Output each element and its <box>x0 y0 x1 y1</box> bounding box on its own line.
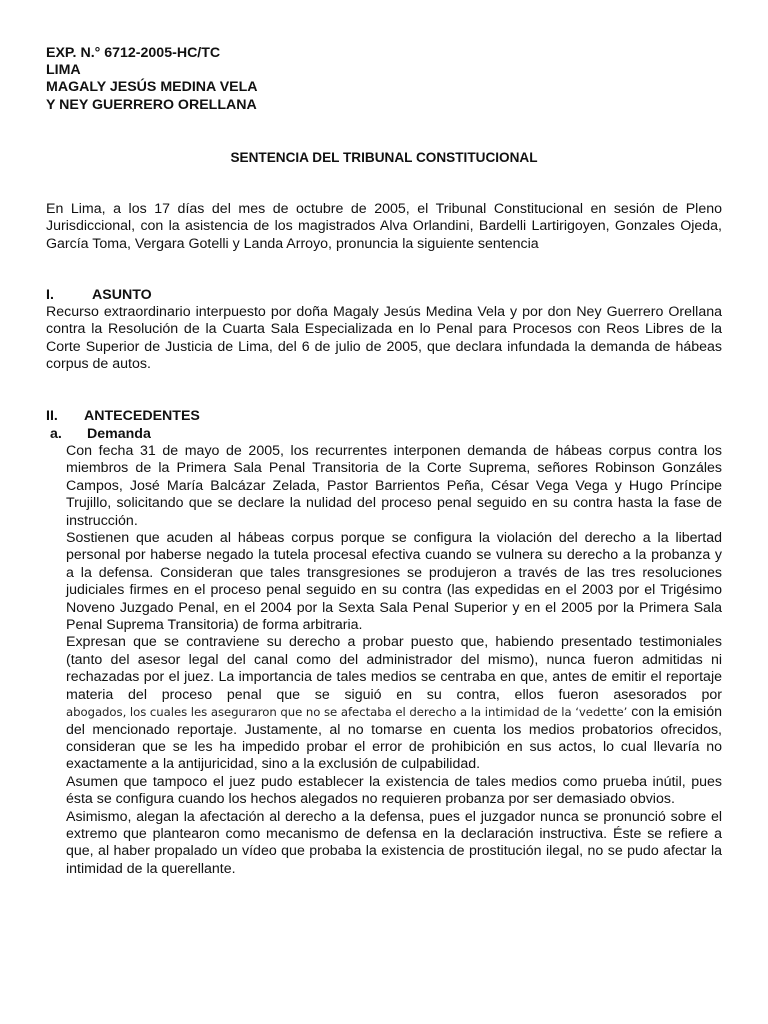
paragraph-3-alternate-font-line: abogados, los cuales les aseguraron que no se afectaba el derecho a la intimidad de la ‘vedette’ <box>66 705 628 720</box>
section-heading-asunto <box>46 287 152 304</box>
asunto-paragraph: Recurso extraordinario interpuesto por doña Magaly Jesús Medina Vela y por don Ney Guerrero Orellana contra la Resolución de la Cuarta Sala Especializada en lo Penal para Procesos con Reos Libres de la Corte Superior de Justicia de Lima, del 6 de julio de 2005, que declara infundada la demanda de hábeas corpus de autos. <box>46 304 722 373</box>
section-title: ANTECEDENTES <box>84 408 200 424</box>
section-title: ASUNTO <box>92 287 152 303</box>
document-title: SENTENCIA DEL TRIBUNAL CONSTITUCIONAL <box>230 150 538 165</box>
demanda-paragraph-5: Asimismo, alegan la afectación al derecho a la defensa, pues el juzgador nunca se pronunció sobre el extremo que plantearon como mecanismo de defensa en la declaración instructiva. Éste se refiere a que, al haber propalado un vídeo que probaba la existencia de prostitución ilegal, no se pudo afectar la intimidad de la querellante. <box>66 808 722 877</box>
paragraph-3-part-2: con la emisión del mencionado reportaje. Justamente, al no tomarse en cuenta los medios probatorios ofrecidos, consideran que se les ha impedido probar el error de prohibición en sus actos, lo cual llevaría no exactamente a la antijuricidad, sino a la exclusión de culpabilidad. <box>66 704 722 773</box>
demanda-paragraph-4: Asumen que tampoco el juez pudo establecer la existencia de tales medios como prueba inútil, pues ésta se configura cuando los hechos alegados no requieren probanza por ser demasiado obvios. <box>66 773 722 808</box>
section-heading-antecedentes <box>46 408 200 425</box>
case-header <box>46 45 258 114</box>
demanda-paragraph-1: Con fecha 31 de mayo de 2005, los recurrentes interponen demanda de hábeas corpus contra los miembros de la Primera Sala Penal Transitoria de la Corte Suprema, señores Robinson Gonzáles Campos, José María Balcázar Zelada, Pastor Barrientos Peña, César Vega Vega y Hugo Príncipe Trujillo, solicitando que se declare la nulidad del proceso penal seguido en su contra hasta la fase de instrucción. <box>66 443 722 529</box>
party-name-1: MAGALY JESÚS MEDINA VELA <box>46 79 258 96</box>
section-number: I. <box>46 287 54 303</box>
demanda-paragraph-2: Sostienen que acuden al hábeas corpus porque se configura la violación del derecho a la libertad personal por haberse negado la tutela procesal efectiva cuando se vulnera su derecho a la probanza y a la defensa. Consideran que tales transgresiones se produjeron a través de las tres resoluciones judiciales firmes en el proceso penal seguido en su contra (las expedidas en el 2003 por el Trigésimo Noveno Juzgado Penal, en el 2004 por la Sexta Sala Penal Superior y en el 2005 por la Primera Sala Penal Suprema Transitoria) de forma arbitraria. <box>66 530 722 634</box>
demanda-body <box>66 443 722 878</box>
subsection-number: a. <box>50 426 62 442</box>
party-name-2: Y NEY GUERRERO ORELLANA <box>46 96 257 113</box>
section-number: II. <box>46 408 58 424</box>
case-city: LIMA <box>46 62 81 79</box>
subsection-title: Demanda <box>87 426 151 442</box>
intro-paragraph: En Lima, a los 17 días del mes de octubre de 2005, el Tribunal Constitucional en sesión de Pleno Jurisdiccional, con la asistencia de los magistrados Alva Orlandini, Bardelli Lartirigoyen, Gonzales Ojeda, García Toma, Vergara Gotelli y Landa Arroyo, pronuncia la siguiente sentencia <box>46 201 722 252</box>
subsection-heading-demanda <box>50 426 151 443</box>
case-number: EXP. N.° 6712-2005-HC/TC <box>46 45 221 61</box>
demanda-paragraph-3 <box>66 634 722 773</box>
paragraph-3-part-1: Expresan que se contraviene su derecho a probar puesto que, habiendo presentado testimoniales (tanto del asesor legal del canal como del administrador del mismo), nunca fueron admitidas ni rechazadas por el juez. La importancia de tales medios se centraba en que, antes de emitir el reportaje materia del proceso penal que se siguió en su contra, ellos fueron asesorados por <box>66 634 722 703</box>
